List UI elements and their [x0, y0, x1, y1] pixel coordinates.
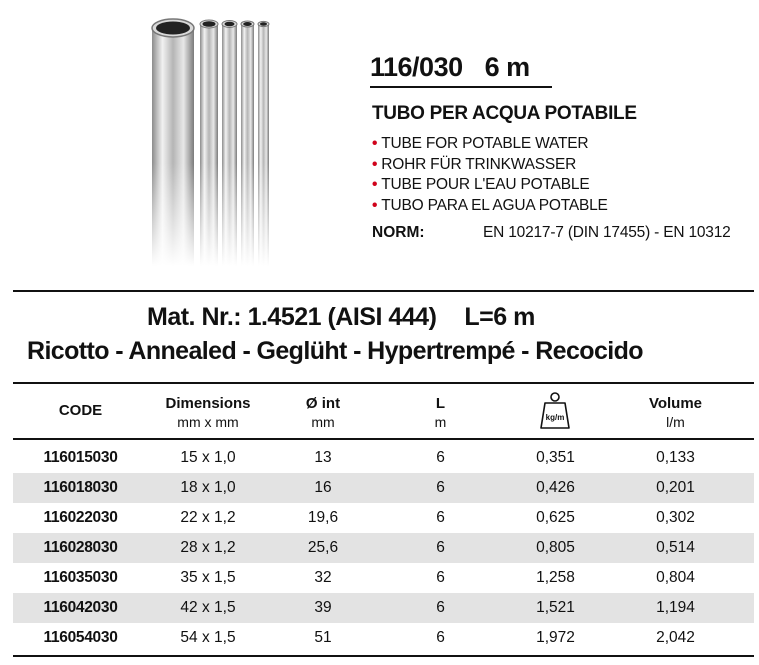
header-length: L m: [434, 395, 447, 430]
cell-code: 116018030: [43, 479, 118, 496]
material-length: L=6 m: [464, 303, 535, 331]
cell-code: 116042030: [43, 599, 118, 616]
cell-dimensions: 42 x 1,5: [180, 599, 236, 616]
cell-code: 116054030: [43, 629, 118, 646]
cell-dimensions: 54 x 1,5: [180, 629, 236, 646]
product-length: 6 m: [484, 52, 530, 82]
bullet-icon: •: [372, 155, 378, 173]
header-code: CODE: [58, 402, 103, 419]
cell-volume: 0,302: [656, 509, 695, 526]
table-row: [13, 593, 754, 623]
cell-dimensions: 18 x 1,0: [180, 479, 236, 496]
material-number: Mat. Nr.: 1.4521 (AISI 444): [147, 303, 437, 331]
cell-length: 6: [436, 449, 445, 466]
table-row: [13, 563, 754, 593]
bullet-icon: •: [372, 176, 378, 193]
divider: [13, 655, 754, 657]
bullet-icon: •: [372, 135, 378, 152]
bullet-icon: •: [372, 196, 378, 214]
cell-diameter: 51: [314, 629, 332, 646]
table-row: [13, 623, 754, 653]
product-code-heading: [370, 52, 530, 83]
divider: [13, 382, 754, 384]
cell-weight: 1,972: [536, 629, 575, 646]
table-header: [13, 386, 754, 438]
cell-weight: 0,625: [536, 509, 575, 526]
cell-code: 116015030: [43, 449, 118, 466]
product-title: TUBO PER ACQUA POTABILE: [372, 103, 637, 124]
cell-length: 6: [436, 539, 445, 556]
cell-length: 6: [436, 509, 445, 526]
header-dimensions: Dimensions mm x mm: [165, 395, 251, 430]
cell-volume: 0,201: [656, 479, 695, 496]
table-row: [13, 443, 754, 473]
cell-length: 6: [436, 599, 445, 616]
annealed-heading: Ricotto - Annealed - Geglüht - Hypertrempé - Recocido: [27, 337, 643, 365]
table-row: [13, 503, 754, 533]
cell-volume: 0,804: [656, 569, 695, 586]
header-diameter: Ø int mm: [305, 395, 341, 430]
header-volume: Volume l/m: [648, 395, 703, 430]
weight-icon: [535, 390, 575, 435]
list-item: • TUBE POUR L'EAU POTABLE: [372, 176, 590, 193]
list-item: • TUBE FOR POTABLE WATER: [372, 135, 589, 152]
cell-diameter: 32: [314, 569, 332, 586]
cell-weight: 1,258: [536, 569, 575, 586]
table-row: [13, 473, 754, 503]
cell-diameter: 25,6: [307, 539, 339, 556]
cell-diameter: 39: [314, 599, 332, 616]
cell-dimensions: 15 x 1,0: [180, 449, 236, 466]
cell-code: 116028030: [43, 539, 118, 556]
cell-dimensions: 22 x 1,2: [180, 509, 236, 526]
cell-diameter: 13: [314, 449, 332, 466]
cell-diameter: 19,6: [307, 509, 339, 526]
cell-dimensions: 35 x 1,5: [180, 569, 236, 586]
weight-unit: kg/m: [545, 413, 565, 422]
steel-tubes-image: [140, 8, 280, 266]
norm-value: EN 10217-7 (DIN 17455) - EN 10312: [483, 224, 731, 241]
cell-weight: 0,351: [536, 449, 575, 466]
norm-label: NORM:: [372, 224, 425, 241]
table-row: [13, 533, 754, 563]
cell-volume: 0,514: [656, 539, 695, 556]
cell-diameter: 16: [314, 479, 332, 496]
cell-length: 6: [436, 569, 445, 586]
cell-volume: 1,194: [656, 599, 695, 616]
cell-volume: 0,133: [656, 449, 695, 466]
divider: [13, 438, 754, 440]
cell-length: 6: [436, 629, 445, 646]
cell-weight: 0,426: [536, 479, 575, 496]
list-item: • TUBO PARA EL AGUA POTABLE: [372, 196, 608, 214]
material-heading: [147, 303, 535, 332]
translations-list: [372, 134, 608, 216]
list-item: • ROHR FÜR TRINKWASSER: [372, 155, 577, 173]
product-code: 116/030: [370, 52, 463, 82]
cell-code: 116022030: [43, 509, 118, 526]
heading-underline: [370, 86, 552, 88]
cell-code: 116035030: [43, 569, 118, 586]
cell-weight: 1,521: [536, 599, 575, 616]
cell-volume: 2,042: [656, 629, 695, 646]
cell-weight: 0,805: [536, 539, 575, 556]
cell-dimensions: 28 x 1,2: [180, 539, 236, 556]
cell-length: 6: [436, 479, 445, 496]
divider: [13, 290, 754, 292]
